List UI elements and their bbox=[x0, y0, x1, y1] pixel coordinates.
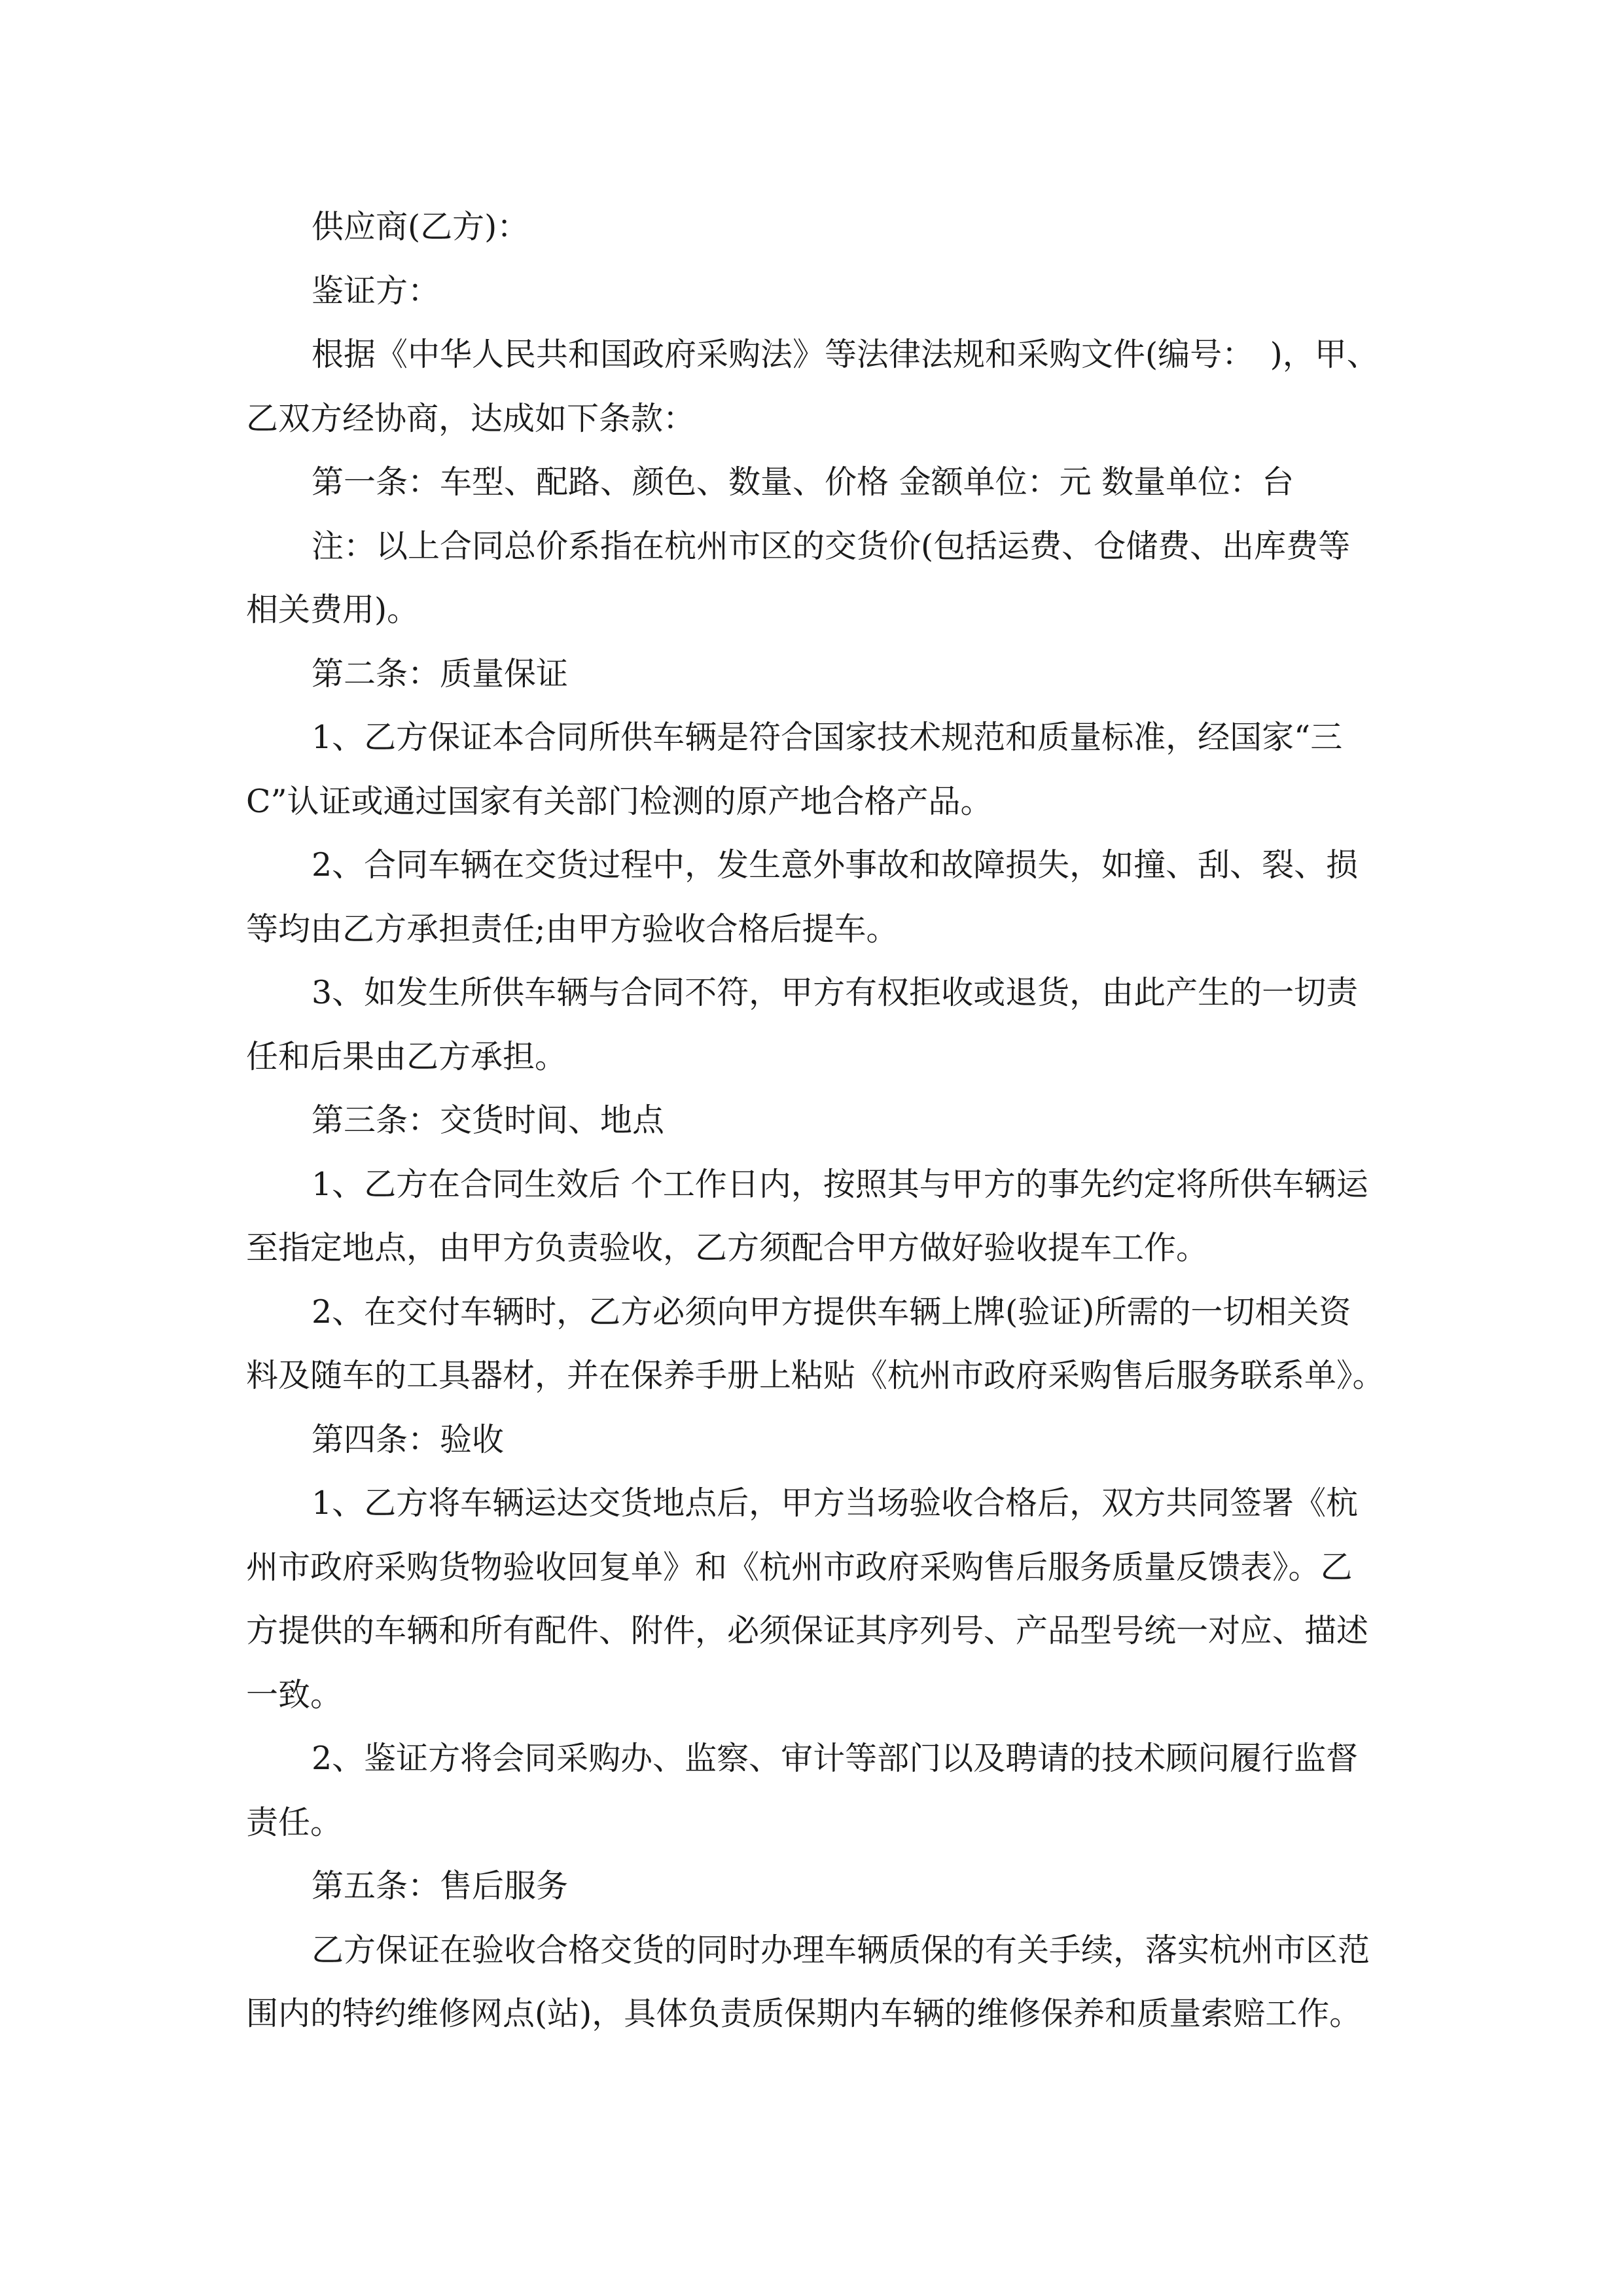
paragraph bbox=[0, 1153, 1623, 1280]
paragraph bbox=[0, 323, 1623, 450]
paragraph-line: 第三条：交货时间、地点 bbox=[312, 1102, 665, 1139]
contract-page bbox=[0, 195, 1623, 2046]
paragraph bbox=[0, 706, 1623, 833]
paragraph-line: 第一条：车型、配路、颜色、数量、价格 金额单位：元 数量单位：台 bbox=[312, 463, 1294, 501]
paragraph bbox=[0, 195, 1623, 259]
paragraph-line: 等均由乙方承担责任;由甲方验收合格后提车。 bbox=[246, 910, 899, 948]
paragraph-line: 第五条：售后服务 bbox=[312, 1867, 569, 1905]
paragraph bbox=[0, 1918, 1623, 2046]
paragraph-line: 乙方保证在验收合格交货的同时办理车辆质保的有关手续，落实杭州市区范 bbox=[312, 1931, 1370, 1969]
paragraph bbox=[0, 1854, 1623, 1918]
paragraph-line: 供应商(乙方)： bbox=[312, 208, 529, 245]
paragraph-line: 2、合同车辆在交货过程中，发生意外事故和故障损失，如撞、刮、裂、损 bbox=[312, 846, 1359, 884]
paragraph-line: 注：以上合同总价系指在杭州市区的交货价(包括运费、仓储费、出库费等 bbox=[312, 527, 1351, 565]
paragraph-line: 方提供的车辆和所有配件、附件，必须保证其序列号、产品型号统一对应、描述 bbox=[246, 1612, 1369, 1649]
paragraph bbox=[0, 1280, 1623, 1408]
paragraph-line: 1、乙方保证本合同所供车辆是符合国家技术规范和质量标准，经国家“三 bbox=[312, 719, 1343, 756]
paragraph-line: 第二条：质量保证 bbox=[312, 655, 569, 692]
paragraph bbox=[0, 1727, 1623, 1854]
paragraph bbox=[0, 259, 1623, 323]
paragraph-line: 3、如发生所供车辆与合同不符，甲方有权拒收或退货，由此产生的一切责 bbox=[312, 974, 1359, 1011]
paragraph-line: 围内的特约维修网点(站)，具体负责质保期内车辆的维修保养和质量索赔工作。 bbox=[246, 1995, 1362, 2032]
paragraph-line: 1、乙方将车辆运达交货地点后，甲方当场验收合格后，双方共同签署《杭 bbox=[312, 1484, 1359, 1522]
paragraph-line: 相关费用)。 bbox=[246, 591, 419, 628]
paragraph-line: 至指定地点，由甲方负责验收，乙方须配合甲方做好验收提车工作。 bbox=[246, 1229, 1209, 1266]
paragraph-line: C”认证或通过国家有关部门检测的原产地合格产品。 bbox=[246, 782, 993, 820]
paragraph bbox=[0, 833, 1623, 961]
paragraph bbox=[0, 1471, 1623, 1727]
paragraph-line: 2、鉴证方将会同采购办、监察、审计等部门以及聘请的技术顾问履行监督 bbox=[312, 1740, 1359, 1777]
paragraph bbox=[0, 961, 1623, 1088]
paragraph-line: 第四条：验收 bbox=[312, 1420, 505, 1458]
paragraph bbox=[0, 642, 1623, 706]
paragraph bbox=[0, 1408, 1623, 1472]
paragraph bbox=[0, 1088, 1623, 1153]
paragraph-line: 乙双方经协商，达成如下条款： bbox=[246, 399, 696, 437]
paragraph bbox=[0, 514, 1623, 642]
paragraph-line: 责任。 bbox=[246, 1803, 343, 1841]
paragraph bbox=[0, 450, 1623, 514]
paragraph-line: 鉴证方： bbox=[312, 272, 440, 310]
paragraph-line: 1、乙方在合同生效后 个工作日内，按照其与甲方的事先约定将所供车辆运 bbox=[312, 1165, 1368, 1203]
paragraph-line: 一致。 bbox=[246, 1676, 343, 1713]
paragraph-line: 2、在交付车辆时，乙方必须向甲方提供车辆上牌(验证)所需的一切相关资 bbox=[312, 1293, 1351, 1331]
paragraph-line: 州市政府采购货物验收回复单》和《杭州市政府采购售后服务质量反馈表》。乙 bbox=[246, 1548, 1353, 1586]
paragraph-line: 料及随车的工具器材，并在保养手册上粘贴《杭州市政府采购售后服务联系单》。 bbox=[246, 1357, 1385, 1394]
paragraph-line: 根据《中华人民共和国政府采购法》等法律法规和采购文件(编号： )，甲、 bbox=[312, 336, 1379, 373]
paragraph-line: 任和后果由乙方承担。 bbox=[246, 1037, 567, 1075]
